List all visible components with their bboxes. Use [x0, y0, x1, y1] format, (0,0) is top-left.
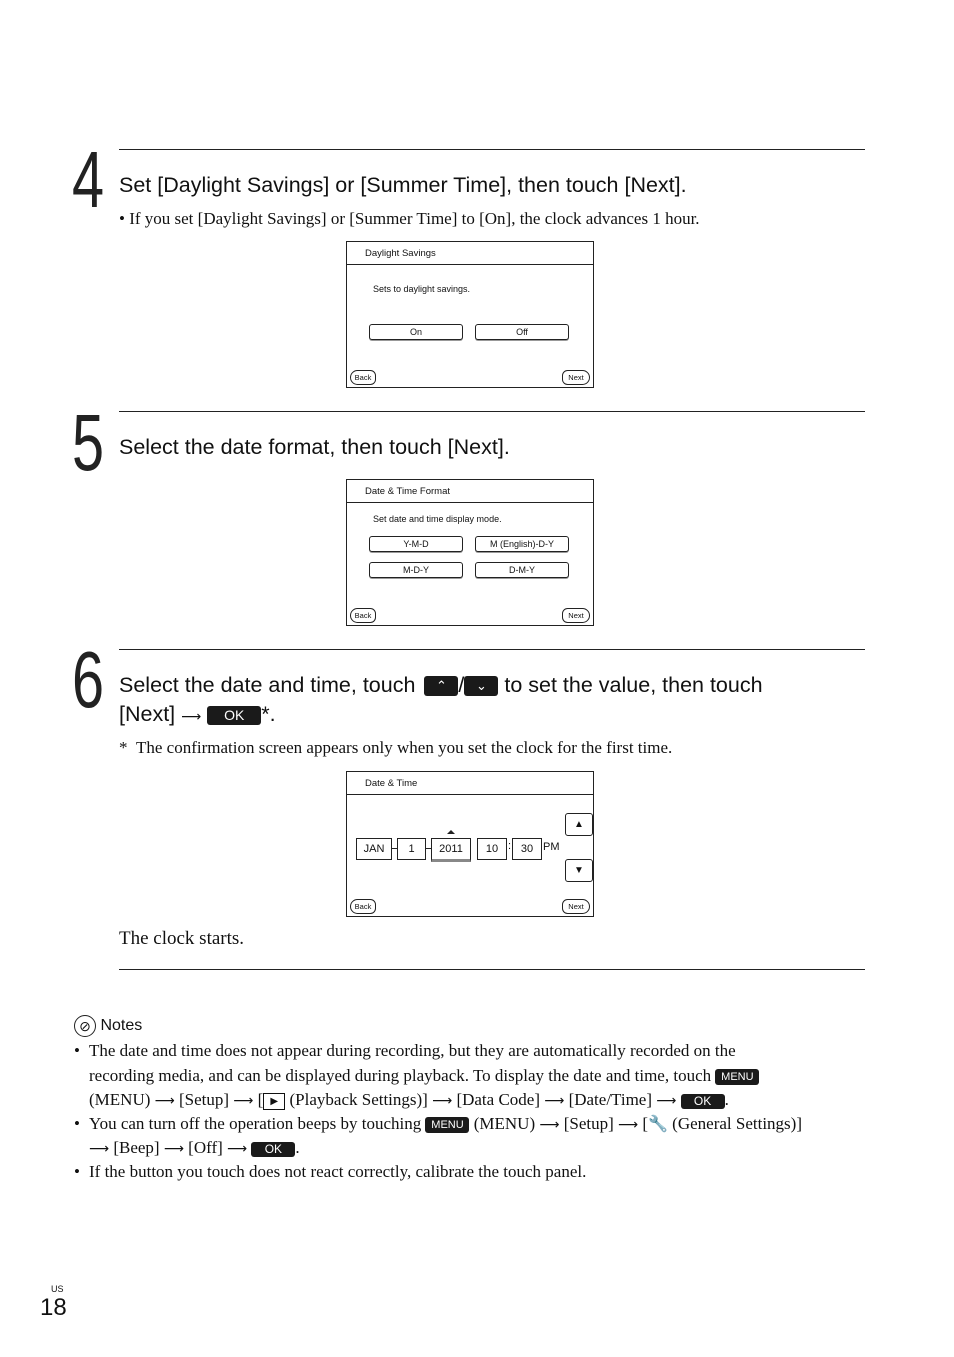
note-item-3: [74, 1160, 874, 1184]
step4-bullet-text: If you set [Daylight Savings] or [Summer Time] to [On], the clock advances 1 hour.: [129, 209, 700, 228]
on-button[interactable]: On: [369, 324, 463, 340]
step6-heading-part2: to set the value, then touch: [504, 673, 763, 697]
format-mdy-button[interactable]: M-D-Y: [369, 562, 463, 578]
next-button[interactable]: Next: [562, 370, 590, 385]
note1-datacode: [Data Code]: [456, 1090, 540, 1109]
format-ymd-button[interactable]: Y-M-D: [369, 536, 463, 552]
up-button[interactable]: ▲: [565, 813, 593, 836]
note2-line-b: ⟶ [Beep] ⟶ [Off] ⟶ OK .: [89, 1138, 300, 1157]
down-button[interactable]: ▼: [565, 859, 593, 882]
screen-message: Set date and time display mode.: [373, 514, 502, 524]
note1-menu: (MENU): [89, 1090, 151, 1109]
note1-open-bracket: [: [257, 1090, 264, 1109]
note1-line-a: The date and time does not appear during recording, but they are automatically recorded on the: [89, 1041, 736, 1060]
screen-message: Sets to daylight savings.: [373, 284, 471, 294]
note2-setup: [Setup]: [563, 1114, 614, 1133]
screen-title: Daylight Savings: [365, 248, 436, 259]
bullet-dot: •: [74, 1162, 80, 1181]
note1-datetime: [Date/Time]: [568, 1090, 652, 1109]
step4-bullet: [119, 207, 700, 231]
step5-heading: Select the date format, then touch [Next].: [119, 435, 510, 459]
notes-title: Notes: [100, 1017, 143, 1035]
notes-icon: ⊘: [74, 1015, 96, 1037]
note2-line-a: [89, 1112, 802, 1137]
bullet-dot: •: [74, 1041, 80, 1060]
date-time-screen: [346, 771, 594, 917]
up-arrow-icon: ⌃: [424, 676, 458, 696]
back-button[interactable]: Back: [350, 608, 376, 623]
next-button[interactable]: Next: [562, 899, 590, 914]
menu-button-icon: MENU: [715, 1069, 759, 1085]
arrow-right-icon: ⟶: [181, 709, 202, 725]
arrow-right-icon: ⟶: [618, 1117, 639, 1133]
ok-button-icon: OK: [681, 1094, 725, 1109]
note2-text: You can turn off the operation beeps by touching: [89, 1114, 422, 1133]
hour-field[interactable]: 10: [477, 838, 507, 860]
screen-titlebar: [347, 772, 593, 795]
arrow-right-icon: ⟶: [544, 1093, 565, 1109]
page-number: 18: [40, 1294, 67, 1321]
arrow-right-icon: ⟶: [233, 1093, 254, 1109]
arrow-right-icon: ⟶: [539, 1117, 560, 1133]
format-english-mdy-button[interactable]: M (English)-D-Y: [475, 536, 569, 552]
clock-starts-text: The clock starts.: [119, 928, 245, 949]
month-field[interactable]: JAN: [356, 838, 392, 860]
note2-off: [Off]: [188, 1138, 223, 1157]
arrow-right-icon: ⟶: [227, 1141, 248, 1157]
year-field[interactable]: 2011: [431, 838, 471, 862]
footnote-mark: *: [119, 738, 128, 757]
step6-number: 6: [72, 635, 103, 724]
note1-line-b: [89, 1064, 759, 1088]
back-button[interactable]: Back: [350, 899, 376, 914]
ok-button-icon: OK: [251, 1142, 295, 1157]
step6-heading: [119, 671, 839, 732]
step4-rule: [119, 149, 865, 150]
screen-titlebar: [347, 242, 593, 265]
note2-general: (General Settings)]: [672, 1114, 802, 1133]
down-arrow-icon: ⌄: [464, 676, 498, 696]
off-button[interactable]: Off: [475, 324, 569, 340]
note1-line-c: (MENU) ⟶ [Setup] ⟶ [ ▶ (Playback Settings)] ⟶ [Data Code] ⟶ [Date/Time] ⟶ OK .: [89, 1090, 729, 1109]
screen-title: Date & Time: [365, 778, 418, 789]
date-format-screen: [346, 479, 594, 626]
format-dmy-button[interactable]: D-M-Y: [475, 562, 569, 578]
step6-heading-part3: [Next]: [119, 702, 176, 726]
step4-number: 4: [72, 135, 103, 224]
day-field[interactable]: 1: [397, 838, 426, 860]
step6-heading-part1: Select the date and time, touch: [119, 673, 416, 697]
heading-star: *.: [261, 702, 276, 726]
note2-beep: [Beep]: [113, 1138, 160, 1157]
screen-titlebar: [347, 480, 593, 503]
next-button[interactable]: Next: [562, 608, 590, 623]
note1-setup: [Setup]: [178, 1090, 230, 1109]
playback-icon: ▶: [263, 1093, 285, 1110]
daylight-savings-screen: [346, 241, 594, 388]
step5-rule: [119, 411, 865, 412]
note1-line-b-text: recording media, and can be displayed during playback. To display the date and time, touch: [89, 1066, 712, 1085]
note1-playback: (Playback Settings)]: [289, 1090, 428, 1109]
step6-footnote: [119, 736, 672, 760]
note3-text: If the button you touch does not react correctly, calibrate the touch panel.: [89, 1162, 587, 1181]
footnote-text: The confirmation screen appears only when you set the clock for the first time.: [136, 738, 673, 757]
step6-rule: [119, 649, 865, 650]
bullet-dot: •: [74, 1114, 80, 1133]
ampm-label: PM: [543, 841, 560, 853]
heading-slash: /: [458, 673, 465, 697]
arrow-right-icon: ⟶: [432, 1093, 453, 1109]
bullet-dot: •: [119, 209, 130, 228]
note2-open-bracket: [: [642, 1114, 648, 1133]
step6-end-rule: [119, 969, 865, 970]
menu-button-icon: MENU: [425, 1117, 469, 1133]
minute-field[interactable]: 30: [512, 838, 542, 860]
arrow-right-icon: ⟶: [656, 1093, 677, 1109]
back-button[interactable]: Back: [350, 370, 376, 385]
ok-button-icon: OK: [207, 706, 261, 725]
note2-menu: (MENU): [473, 1114, 536, 1133]
step5-number: 5: [72, 398, 103, 487]
selection-caret-icon: [447, 830, 455, 834]
time-colon: :: [508, 840, 512, 852]
note-item-2: [74, 1112, 874, 1157]
wrench-icon: 🔧: [648, 1114, 668, 1133]
arrow-right-icon: ⟶: [89, 1141, 110, 1157]
arrow-right-icon: ⟶: [154, 1093, 175, 1109]
screen-title: Date & Time Format: [365, 486, 450, 497]
step4-heading: Set [Daylight Savings] or [Summer Time], then touch [Next].: [119, 173, 687, 197]
region-label: US: [51, 1284, 64, 1294]
arrow-right-icon: ⟶: [163, 1141, 184, 1157]
note-item-1: [74, 1039, 874, 1109]
notes-header: [74, 1015, 142, 1037]
